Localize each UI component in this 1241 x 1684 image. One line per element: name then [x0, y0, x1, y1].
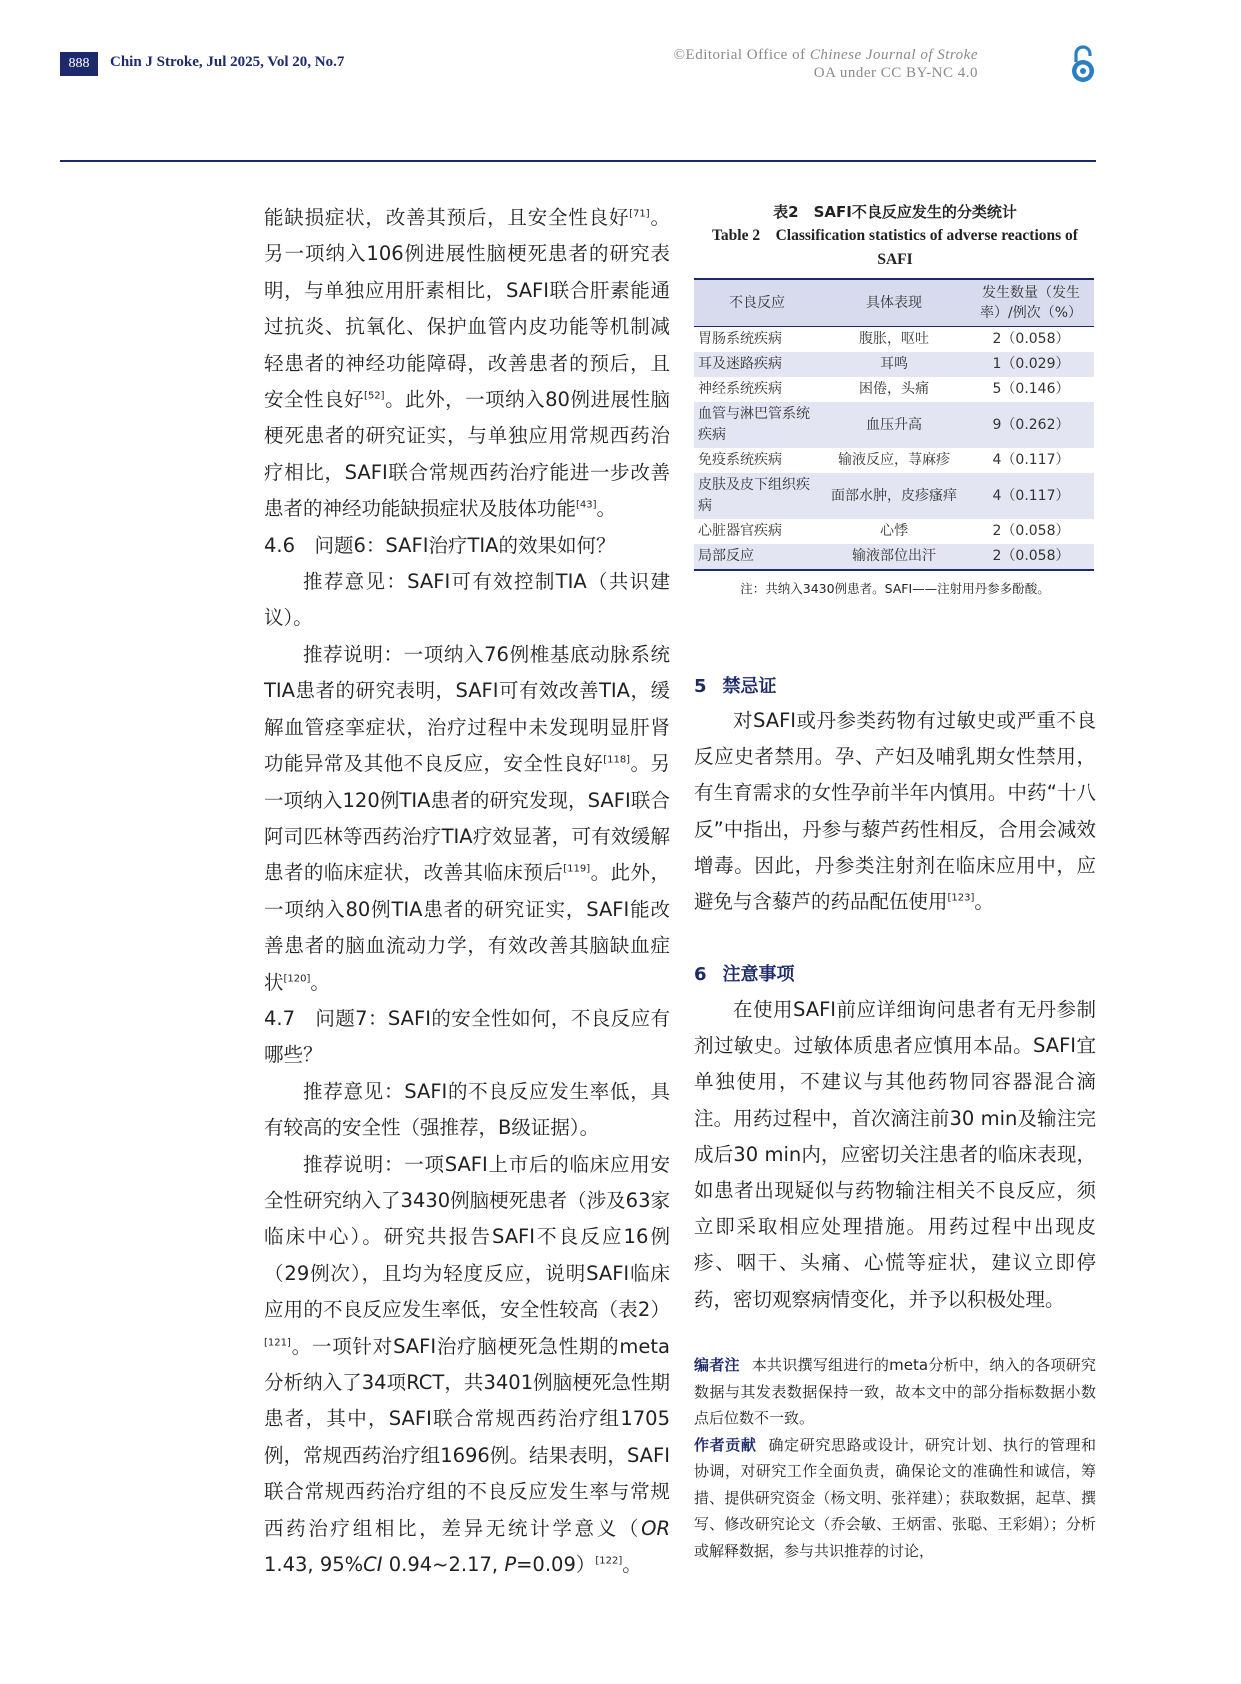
section-number: 5 [694, 676, 707, 697]
table-header-row [694, 279, 1094, 327]
left-column [264, 200, 670, 1583]
author-contribution-label: 作者贡献 [694, 1435, 757, 1454]
citation: [118] [603, 754, 631, 766]
editorial-notice [674, 46, 978, 82]
recommendation-4-7: 推荐意见：SAFI的不良反应发生率低，具有较高的安全性（强推荐，B级证据）。 [264, 1079, 670, 1140]
table-row: 血管与淋巴管系统疾病 血压升高 9（0.262） [694, 402, 1094, 448]
page-header [0, 0, 1241, 170]
header-rule [60, 160, 1096, 162]
editorial-prefix: ©Editorial Office of [673, 47, 810, 63]
license-text: OA under CC BY-NC 4.0 [813, 65, 978, 81]
section-5-body: 对SAFI或丹参类药物有过敏史或严重不良反应史者禁用。孕、产妇及哺乳期女性禁用，有生育需求的女性孕前半年内慎用。中药“十八反”中指出，丹参与藜芦药性相反，合用会减效增毒。因此，丹参类注射剂在临床应用中，应避免与含藜芦的药品配伍使用[123]。 [694, 709, 1096, 914]
open-access-lock-icon [1070, 44, 1096, 84]
section-heading-4-7: 4.7 问题7：SAFI的安全性如何，不良反应有哪些？ [264, 1006, 670, 1067]
recommendation-4-6: 推荐意见：SAFI可有效控制TIA（共识建议）。 [264, 570, 670, 630]
editor-note: 编者注 本共识撰写组进行的meta分析中，纳入的各项研究数据与其发表数据保持一致，故本文中的部分指标数据小数点后位数不一致。 [694, 1356, 1096, 1427]
section-number: 6 [694, 964, 707, 985]
section-heading-6 [694, 960, 795, 986]
page-number: 888 [60, 52, 98, 76]
table-note: 注：共纳入3430例患者。SAFI——注射用丹参多酚酸。 [740, 581, 1050, 596]
column-header: 发生数量（发生率）/例次（%） [968, 279, 1094, 327]
citation: [119] [563, 863, 591, 875]
paragraph: 能缺损症状，改善其预后，且安全性良好[71]。另一项纳入106例进展性脑梗死患者的研究表明，与单独应用肝素相比，SAFI联合肝素能通过抗炎、抗氧化、保护血管内皮功能等机制减轻患者的神经功能障碍，改善患者的预后，且安全性良好[52]。此外，一项纳入80例进展性脑梗死患者的研究证实，与单独应用常规西药治疗相比，SAFI联合常规西药治疗能进一步改善患者的神经功能缺损症状及肢体功能[43]。 [264, 206, 670, 521]
explanation-4-7: 推荐说明：一项SAFI上市后的临床应用安全性研究纳入了3430例脑梗死患者（涉及63家临床中心）。研究共报告SAFI不良反应16例（29例次），且均为轻度反应，说明SAFI临床应用的不良反应发生率低，安全性较高（表2）[121]。一项针对SAFI治疗脑梗死急性期的meta分析纳入了34项RCT，共3401例脑梗死急性期患者，其中，SAFI联合常规西药治疗组1705例，常规西药治疗组1696例。结果表明，SAFI联合常规西药治疗组的不良反应发生率与常规西药治疗组相比，差异无统计学意义（OR 1.43, 95%CI 0.94~2.17, P=0.09）[122]。 [264, 1152, 670, 1577]
table-row: 皮肤及皮下组织疾病 面部水肿，皮疹瘙痒 4（0.117） [694, 473, 1094, 519]
section-6-body: 在使用SAFI前应详细询问患者有无丹参制剂过敏史。过敏体质患者应慎用本品。SAFI宜单独使用，不建议与其他药物同容器混合滴注。用药过程中，首次滴注前30 min及输注完成后30 min内，应密切关注患者的临床表现，如患者出现疑似与药物输注相关不良反应，须立即采取相应处理措施。用药过程中出现皮疹、咽干、头痛、心慌等症状，建议立即停药，密切观察病情变化，并予以积极处理。 [694, 998, 1096, 1311]
table-title-en: Table 2 Classification statistics of adverse reactions of SAFI [712, 227, 1078, 268]
citation: [121] [264, 1337, 291, 1349]
section-title: 注意事项 [722, 964, 795, 985]
journal-reference: Chin J Stroke, Jul 2025, Vol 20, No.7 [110, 54, 345, 70]
author-contribution: 作者贡献 确定研究思路或设计，研究计划、执行的管理和协调，对研究工作全面负责，确保论文的准确性和诚信，筹措、提供研究资金（杨文明、张祥建）；获取数据，起草、撰写、修改研究论文（乔会敏、王炳雷、张聪、王彩娟）；分析或解释数据，参与共识推荐的讨论， [694, 1435, 1096, 1560]
citation: [122] [595, 1555, 623, 1567]
column-header: 具体表现 [820, 279, 968, 327]
table-row: 心脏器官疾病 心悸 2（0.058） [698, 523, 1070, 539]
citation: [123] [947, 892, 975, 904]
citation: [43] [576, 499, 597, 511]
citation: [120] [283, 973, 311, 985]
table-row: 局部反应 输液部位出汗 2（0.058） [694, 544, 1094, 570]
table-title-cn: 表2 SAFI不良反应发生的分类统计 [773, 203, 1017, 221]
table-row: 神经系统疾病 困倦，头痛 5（0.146） [698, 381, 1070, 397]
table-row: 耳及迷路疾病 耳鸣 1（0.029） [694, 352, 1094, 377]
editor-note-label: 编者注 [694, 1356, 740, 1374]
table-block [694, 200, 1096, 597]
explanation-4-6: 推荐说明：一项纳入76例椎基底动脉系统TIA患者的研究表明，SAFI可有效改善TIA，缓解血管痉挛症状，治疗过程中未发现明显肝肾功能异常及其他不良反应，安全性良好[118]。另一项纳入120例TIA患者的研究发现，SAFI联合阿司匹林等西药治疗TIA疗效显著，可有效缓解患者的临床症状，改善其临床预后[119]。此外，一项纳入80例TIA患者的研究证实，SAFI能改善患者的脑血流动力学，有效改善其脑缺血症状[120]。 [264, 642, 670, 994]
editorial-journal: Chinese Journal of Stroke [809, 47, 978, 63]
citation: [71] [629, 208, 650, 220]
section-title: 禁忌证 [722, 676, 777, 697]
adverse-reaction-table [694, 278, 1094, 571]
notes-block [694, 1352, 1096, 1564]
table-row: 免疫系统疾病 输液反应，荨麻疹 4（0.117） [698, 452, 1070, 468]
table-row: 胃肠系统疾病 腹胀，呕吐 2（0.058） [698, 331, 1070, 347]
column-header: 不良反应 [694, 279, 820, 327]
section-heading-4-6: 4.6 问题6：SAFI治疗TIA的效果如何？ [264, 533, 616, 557]
citation: [52] [364, 390, 385, 402]
section-heading-5 [694, 672, 777, 698]
